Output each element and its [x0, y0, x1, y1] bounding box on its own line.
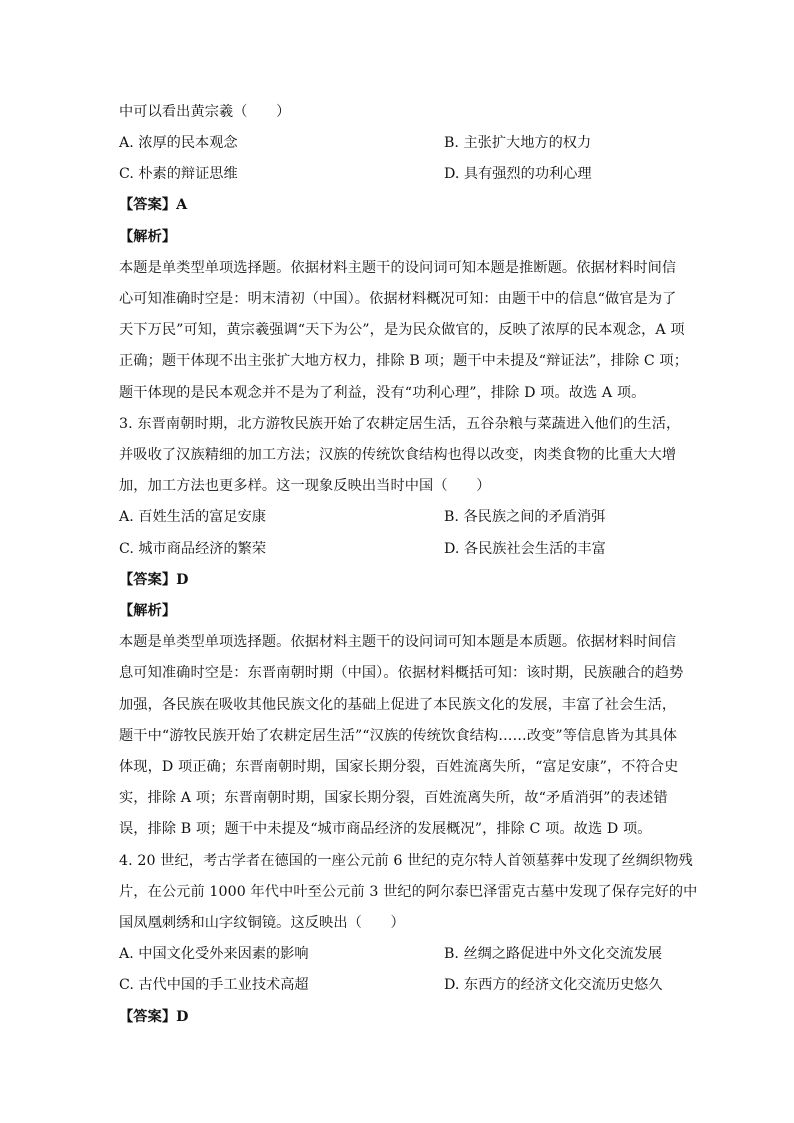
- question-4-stem-line: 国凤凰刺绣和山字纹铜镜。这反映出（ ）: [119, 915, 405, 931]
- question-3-stem-line: 并吸收了汉族精细的加工方法；汉族的传统饮食结构也得以改变，肉类食物的比重大大增: [119, 447, 677, 463]
- question-3-option-d: D. 各民族社会生活的丰富: [444, 541, 606, 557]
- question-4-option-c: C. 古代中国的手工业技术高超: [119, 977, 309, 993]
- question-2-analysis-line: 题干体现的是民本观念并不是为了利益，没有“功利心理”，排除 D 项。故选 A 项。: [119, 385, 646, 401]
- question-2-analysis-line: 心可知准确时空是：明末清初（中国）。依据材料概况可知：由题干中的信息“做官是为了: [119, 291, 677, 307]
- question-3-analysis-line: 实，排除 A 项；东晋南朝时期，国家长期分裂，百姓流离失所，故“矛盾消弭”的表述错: [119, 790, 668, 806]
- question-3-analysis-line: 体现，D 项正确；东晋南朝时期，国家长期分裂，百姓流离失所，“富足安康”，不符合史: [119, 759, 679, 775]
- question-2-option-a: A. 浓厚的民本观念: [119, 135, 238, 151]
- question-2-analysis-line: 本题是单类型单项选择题。依据材料主题干的设问词可知本题是推断题。依据材料时间信: [119, 260, 677, 276]
- question-2-option-d: D. 具有强烈的功利心理: [444, 166, 592, 182]
- question-3-analysis-line: 加强，各民族在吸收其他民族文化的基础上促进了本民族文化的发展，丰富了社会生活，: [119, 697, 677, 713]
- question-2-option-c: C. 朴素的辩证思维: [119, 166, 238, 182]
- question-3-option-b: B. 各民族之间的矛盾消弭: [444, 509, 606, 525]
- question-3-analysis-line: 误，排除 B 项；题干中未提及“城市商品经济的发展概况”，排除 C 项。故选 D 项。: [119, 821, 652, 837]
- question-4-option-d: D. 东西方的经济文化交流历史悠久: [444, 977, 663, 993]
- question-3-stem-line: 加，加工方法也更多样。这一现象反映出当时中国（ ）: [119, 478, 491, 494]
- question-3-analysis-label: 【解析】: [119, 603, 177, 619]
- question-4-stem-line: 片，在公元前 1000 年代中叶至公元前 3 世纪的阿尔泰巴泽雷克古墓中发现了保存完好的中: [119, 884, 698, 900]
- question-3-analysis-line: 题干中“游牧民族开始了农耕定居生活”“汉族的传统饮食结构……改变”等信息皆为其具体: [119, 728, 678, 744]
- question-2-answer: 【答案】A: [119, 197, 188, 213]
- question-2-analysis-line: 正确；题干体现不出主张扩大地方权力，排除 B 项；题干中未提及“辩证法”，排除 C 项；: [119, 353, 688, 369]
- question-4-stem-line: 4. 20 世纪，考古学者在德国的一座公元前 6 世纪的克尔特人首领墓葬中发现了丝绸织物残: [119, 853, 693, 869]
- question-3-analysis-line: 本题是单类型单项选择题。依据材料主题干的设问词可知本题是本质题。依据材料时间信: [119, 634, 677, 650]
- question-4-option-a: A. 中国文化受外来因素的影响: [119, 946, 309, 962]
- question-4-option-b: B. 丝绸之路促进中外文化交流发展: [444, 946, 663, 962]
- question-2-analysis-label: 【解析】: [119, 229, 177, 245]
- question-2-analysis-line: 天下万民”可知，黄宗羲强调“天下为公”，是为民众做官的，反映了浓厚的民本观念，A 项: [119, 322, 685, 338]
- question-3-stem-line: 3. 东晋南朝时期，北方游牧民族开始了农耕定居生活，五谷杂粮与菜蔬进入他们的生活，: [119, 416, 681, 432]
- question-3-analysis-line: 息可知准确时空是：东晋南朝时期（中国）。依据材料概括可知：该时期，民族融合的趋势: [119, 665, 684, 681]
- question-3-option-c: C. 城市商品经济的繁荣: [119, 541, 267, 557]
- question-2-stem: 中可以看出黄宗羲（ ）: [119, 104, 291, 120]
- question-4-answer: 【答案】D: [119, 1009, 189, 1025]
- question-2-option-b: B. 主张扩大地方的权力: [444, 135, 592, 151]
- question-3-option-a: A. 百姓生活的富足安康: [119, 509, 266, 525]
- question-3-answer: 【答案】D: [119, 572, 189, 588]
